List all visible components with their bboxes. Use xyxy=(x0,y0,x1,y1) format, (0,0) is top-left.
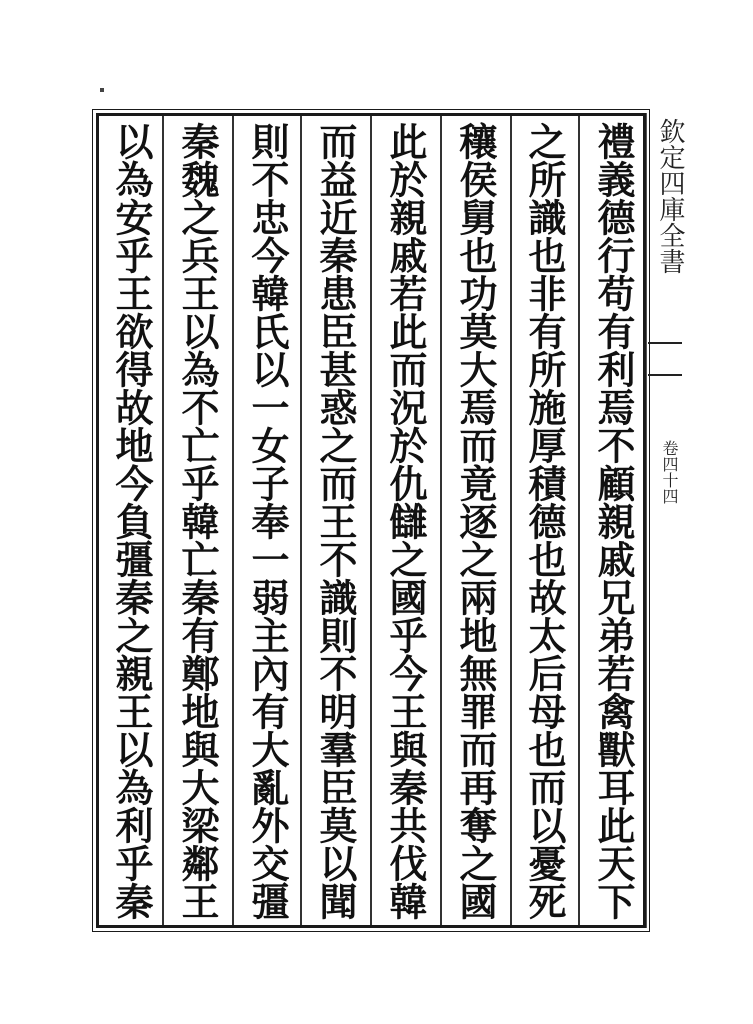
margin-mark xyxy=(100,88,104,92)
text-column-5: 而益近秦患臣甚惑之而王不識則不明羣臣莫以聞 xyxy=(313,122,358,920)
column-rule xyxy=(300,116,302,925)
column-rule xyxy=(510,116,512,925)
text-column-7: 秦魏之兵王以為不亡乎韓亡秦有鄭地與大梁鄰王 xyxy=(175,122,220,920)
text-column-6: 則不忠今韓氏以一女子奉一弱主內有大亂外交彊 xyxy=(245,122,290,920)
fishtail-mark xyxy=(648,342,682,376)
text-column-8: 以為安乎王欲得故地今負彊秦之親王以為利乎秦 xyxy=(109,122,154,920)
text-column-4: 此於親戚若此而況於仇讎之國乎今王與秦共伐韓 xyxy=(383,122,428,920)
column-rule xyxy=(440,116,442,925)
text-column-2: 之所識也非有所施厚積德也故太后母也而以憂死 xyxy=(522,122,567,920)
column-rule xyxy=(232,116,234,925)
column-rule xyxy=(578,116,580,925)
juan-label: 卷四十四 xyxy=(660,440,679,504)
column-rule xyxy=(370,116,372,925)
text-column-1: 禮義德行苟有利焉不顧親戚兄弟若禽獸耳此天下 xyxy=(591,122,636,920)
column-rule xyxy=(162,116,164,925)
edge-title: 欽定四庫全書 xyxy=(655,118,685,274)
text-column-3: 穰侯舅也功莫大焉而竟逐之兩地無罪而再奪之國 xyxy=(453,122,498,920)
